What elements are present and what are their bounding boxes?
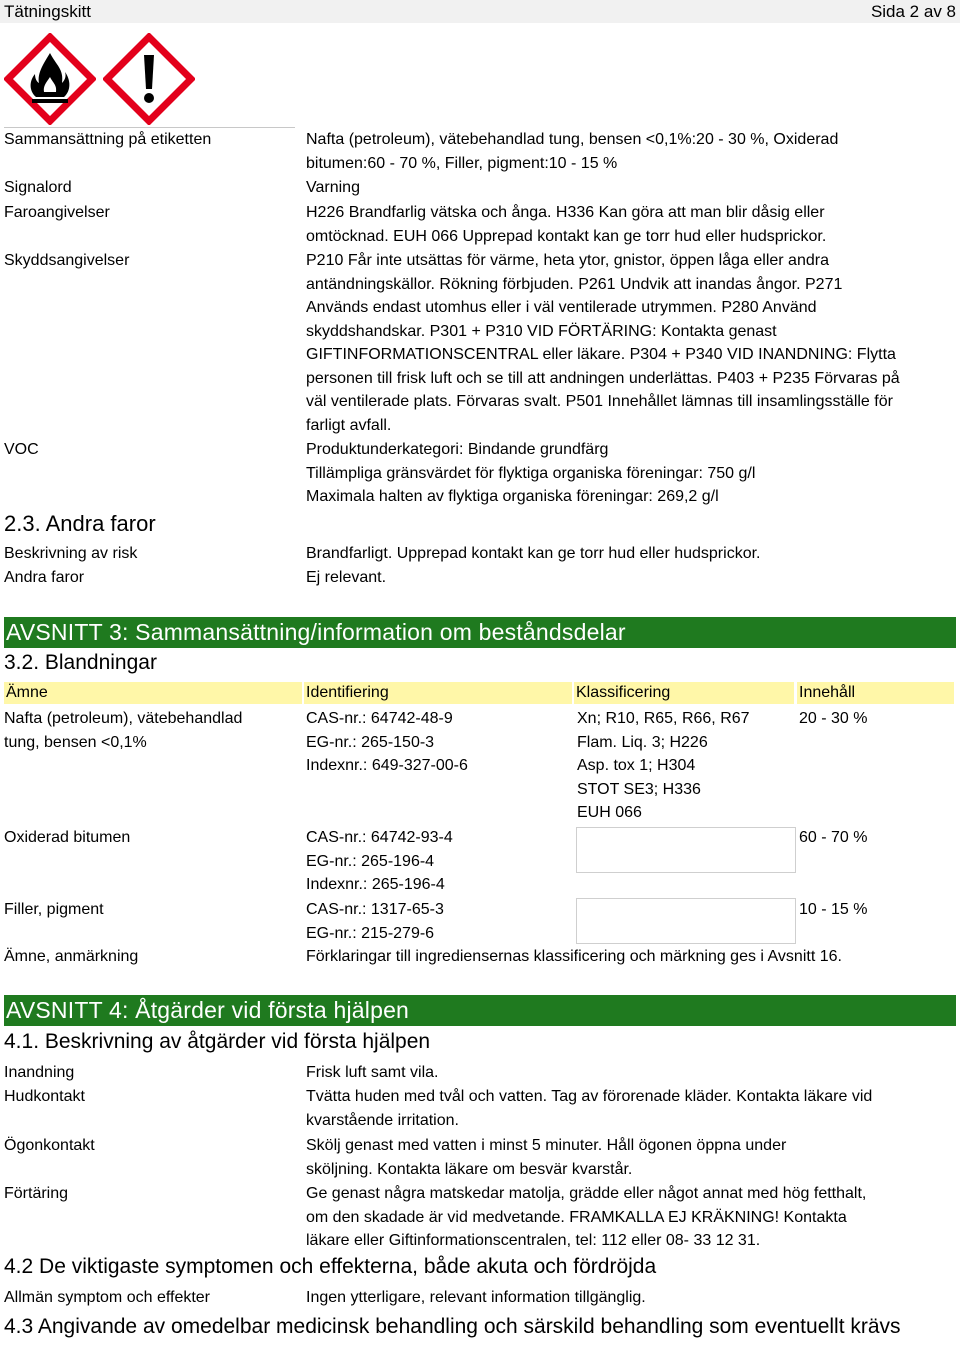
table-row [4, 826, 300, 850]
value-precautionary-statements: P210 Får inte utsättas för värme, heta ytor, gnistor, öppen låga eller andra antändningskällor. Rökning förbjuden. P261 Undvik att inandas ångor. P271 Används endast utomhus eller i väl ventilerade utrymmen. P280 Använd skyddshandskar. P301 + P310 VID FÖRTÄRING: Kontakta genast GIFTINFORMATIONSCENTRAL eller läkare. P304 + P340 VID INANDNING: Flytta personen till frisk luft och se till att andningen underlättas. P403 + P235 Förvaras på väl ventilerade plats. Förvaras svalt. P501 Innehållet lämnas till insamlingsställe för farligt avfall. [306, 252, 900, 434]
eg-number: EG-nr.: 215-279-6 [306, 924, 435, 942]
label-risk-description: Beskrivning av risk [4, 545, 138, 562]
label-substance-remark: Ämne, anmärkning [4, 948, 139, 965]
heading-mixtures: 3.2. Blandningar [4, 651, 157, 674]
heading-symptoms: 4.2 De viktigaste symptomen och effekterna, både akuta och fördröjda [4, 1255, 657, 1278]
value-voc [306, 438, 916, 509]
label-other-hazards: Andra faror [4, 569, 85, 586]
substance-name-line: Filler, pigment [4, 901, 104, 918]
label-signal-word: Signalord [4, 179, 72, 196]
empty-classification-cell [576, 898, 796, 944]
heading-other-hazards: 2.3. Andra faror [4, 511, 156, 536]
label-hazard-statements: Faroangivelser [4, 204, 110, 221]
content-cell: 20 - 30 % [799, 710, 868, 727]
value-risk-description: Brandfarligt. Upprepad kontakt kan ge torr hud eller hudsprickor. [306, 545, 761, 562]
table-row [4, 898, 300, 922]
section-4-title: AVSNITT 4: Åtgärder vid första hjälpen [4, 995, 956, 1026]
label-voc: VOC [4, 441, 39, 458]
cas-number: CAS-nr.: 1317-65-3 [306, 901, 444, 918]
col-header-identification: Identifiering [304, 682, 572, 704]
label-inhalation: Inandning [4, 1064, 75, 1081]
classification-line: STOT SE3; H336 [577, 780, 701, 798]
classification-line: Xn; R10, R65, R66, R67 [577, 710, 750, 727]
table-row [4, 707, 300, 754]
substance-name-line: Oxiderad bitumen [4, 829, 131, 846]
value-hazard-statements: H226 Brandfarlig vätska och ånga. H336 Kan göra att man blir dåsig eller omtöcknad. EUH 066 Upprepad kontakt kan ge torr hud eller hudsprickor. [306, 204, 827, 245]
classification-line: Asp. tox 1; H304 [577, 757, 696, 774]
eg-number: EG-nr.: 265-150-3 [306, 733, 435, 751]
substance-name-line: tung, bensen <0,1% [4, 733, 147, 751]
value-signal-word: Varning [306, 179, 360, 196]
heading-medical-treatment: 4.3 Angivande av omedelbar medicinsk behandling och särskild behandling som eventuellt krävs [4, 1315, 901, 1338]
empty-classification-cell [576, 827, 796, 873]
col-header-substance: Ämne [4, 682, 302, 704]
value-general-symptoms: Ingen ytterligare, relevant information tillgänglig. [306, 1289, 646, 1306]
index-number: Indexnr.: 649-327-00-6 [306, 757, 468, 774]
cas-number: CAS-nr.: 64742-48-9 [306, 710, 453, 727]
value-other-hazards: Ej relevant. [306, 569, 387, 586]
content-cell: 60 - 70 % [799, 829, 868, 846]
identification-cell [306, 826, 572, 897]
label-general-symptoms: Allmän symptom och effekter [4, 1289, 211, 1306]
value-composition: Nafta (petroleum), vätebehandlad tung, bensen <0,1%:20 - 30 %, Oxiderad bitumen:60 - 70 %, Filler, pigment:10 - 15 % [306, 131, 839, 172]
section-3-title: AVSNITT 3: Sammansättning/information om beståndsdelar [4, 617, 956, 648]
voc-line: Produktunderkategori: Bindande grundfärg [306, 441, 609, 458]
classification-cell [577, 707, 795, 825]
eg-number: EG-nr.: 265-196-4 [306, 852, 435, 870]
voc-line: Tillämpliga gränsvärdet för flyktiga organiska föreningar: 750 g/l [306, 464, 756, 482]
heading-first-aid-description: 4.1. Beskrivning av åtgärder vid första hjälpen [4, 1030, 431, 1053]
value-inhalation: Frisk luft samt vila. [306, 1064, 439, 1081]
flame-icon [4, 33, 96, 125]
value-eye-contact: Skölj genast med vatten i minst 5 minuter. Håll ögonen öppna under sköljning. Kontakta läkare om besvär kvarstår. [306, 1137, 787, 1178]
label-eye-contact: Ögonkontakt [4, 1137, 95, 1154]
identification-cell [306, 898, 572, 945]
label-precautionary-statements: Skyddsangivelser [4, 252, 130, 269]
substance-name-line: Nafta (petroleum), vätebehandlad [4, 710, 243, 727]
index-number: Indexnr.: 265-196-4 [306, 876, 445, 893]
document-title: Tätningskitt [4, 2, 91, 21]
content-cell: 10 - 15 % [799, 901, 868, 918]
value-skin-contact: Tvätta huden med tvål och vatten. Tag av förorenade kläder. Kontakta läkare vid kvarstående irritation. [306, 1088, 873, 1129]
label-composition: Sammansättning på etiketten [4, 131, 212, 148]
label-skin-contact: Hudkontakt [4, 1088, 85, 1105]
label-ingestion: Förtäring [4, 1185, 69, 1202]
identification-cell [306, 707, 572, 778]
classification-line: EUH 066 [577, 804, 642, 821]
page-header [0, 0, 960, 23]
classification-line: Flam. Liq. 3; H226 [577, 733, 708, 751]
col-header-classification: Klassificering [574, 682, 794, 704]
value-substance-remark: Förklaringar till ingrediensernas klassificering och märkning ges i Avsnitt 16. [306, 948, 842, 965]
voc-line: Maximala halten av flyktiga organiska föreningar: 269,2 g/l [306, 488, 719, 505]
exclamation-mark-icon [103, 33, 195, 125]
value-ingestion: Ge genast några matskedar matolja, grädde eller något annat med hög fetthalt, om den skadade är vid medvetande. FRAMKALLA EJ KRÄKNING! Kontakta läkare eller Giftinformationscentralen, tel: 112 eller 08- 33 12 31. [306, 1185, 867, 1249]
page-number: Sida 2 av 8 [870, 2, 956, 21]
cas-number: CAS-nr.: 64742-93-4 [306, 829, 453, 846]
col-header-content: Innehåll [797, 682, 954, 704]
